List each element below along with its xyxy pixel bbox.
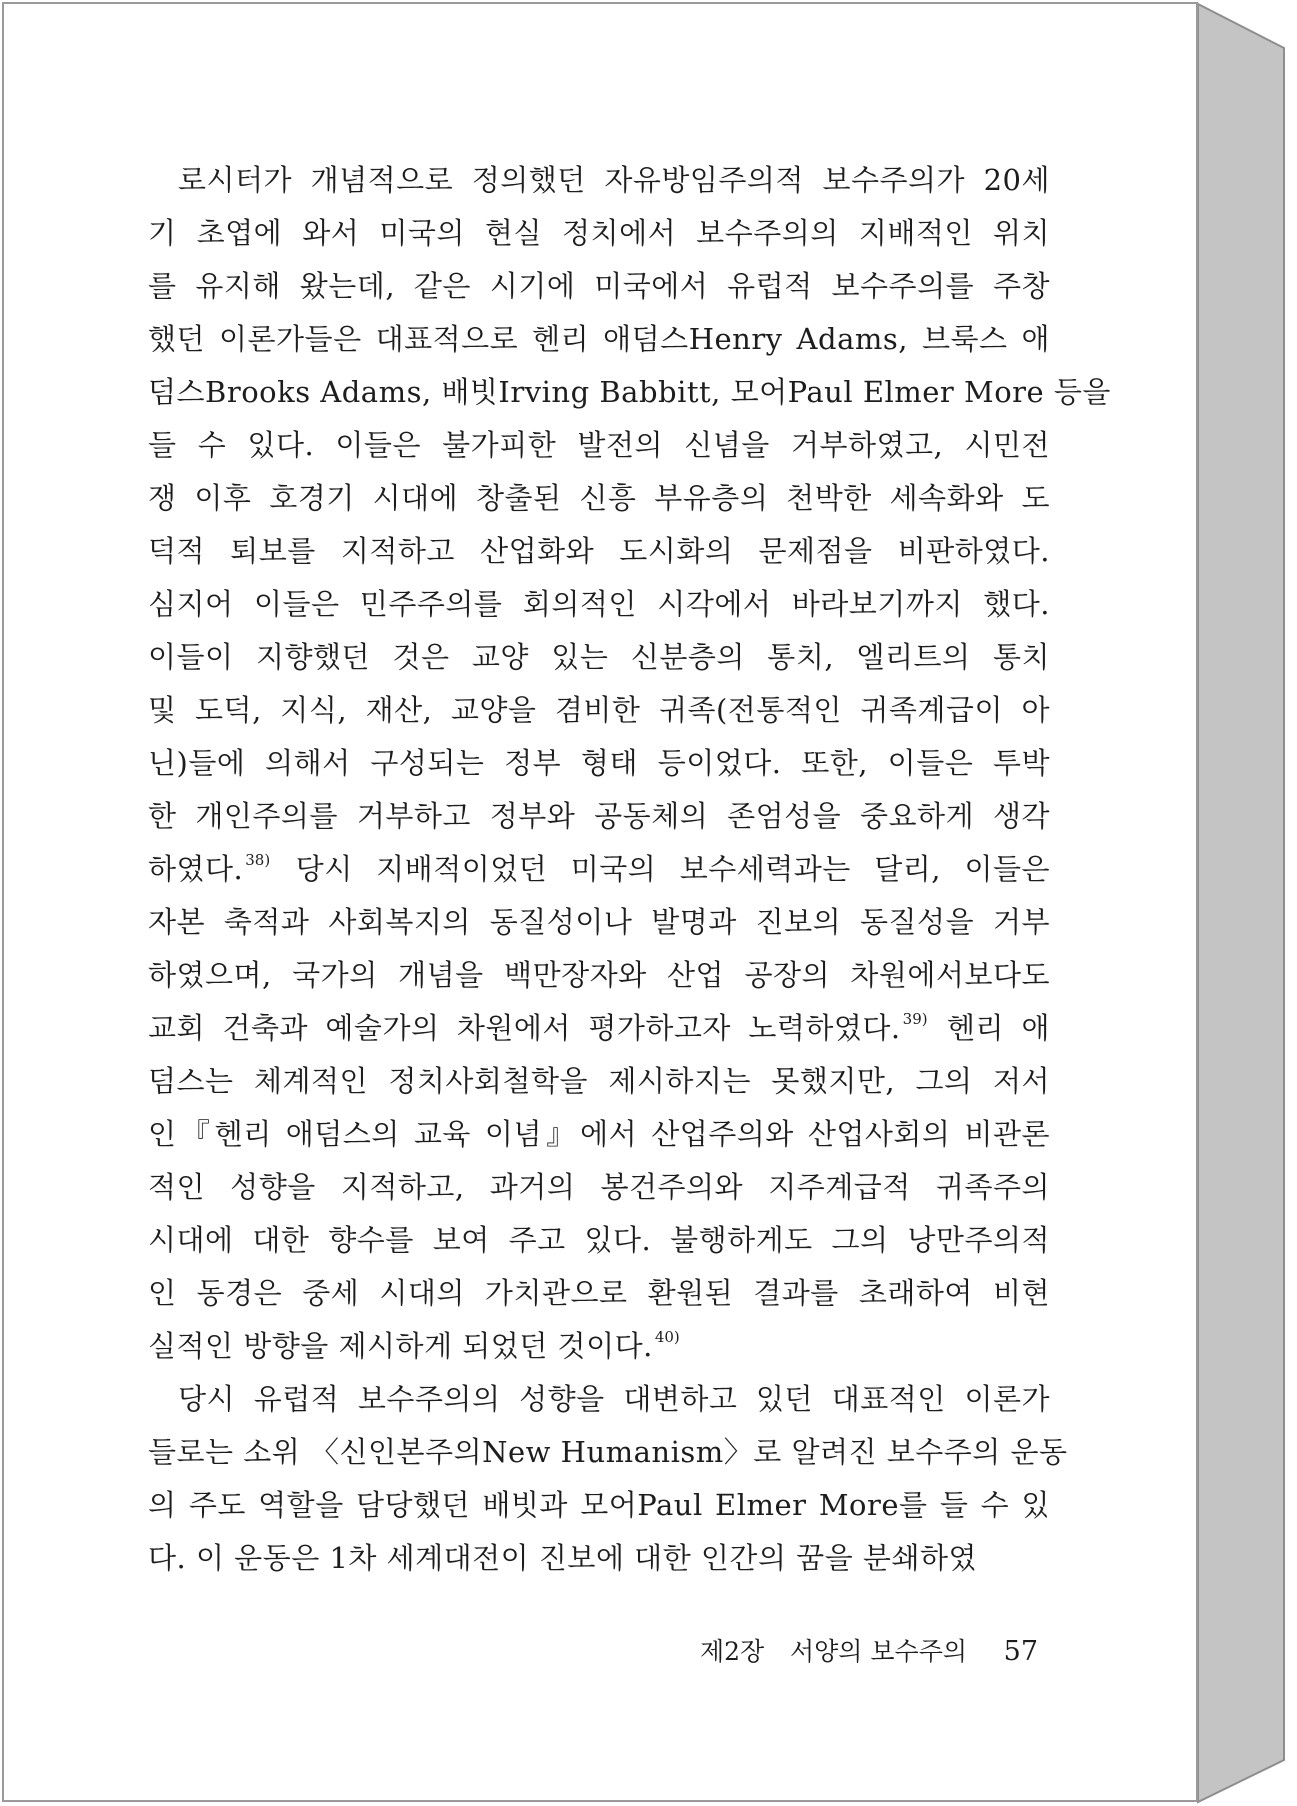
text-segment: 덤스Brooks Adams, 배빗Irving Babbitt, 모어Paul Elmer More 등을 <box>148 375 1111 409</box>
text-segment: 쟁 이후 호경기 시대에 창출된 신흥 부유층의 천박한 세속화와 도 <box>148 481 1050 515</box>
text-segment: 헨리 애 <box>929 1011 1050 1045</box>
text-segment: 덤스는 체계적인 정치사회철학을 제시하지는 못했지만, 그의 저서 <box>148 1064 1050 1098</box>
text-line <box>148 1108 1050 1161</box>
footnote-marker: 38) <box>245 851 271 869</box>
text-segment: 심지어 이들은 민주주의를 회의적인 시각에서 바라보기까지 했다. <box>148 587 1050 621</box>
text-segment: 를 유지해 왔는데, 같은 시기에 미국에서 유럽적 보수주의를 주창 <box>148 269 1050 303</box>
text-line <box>148 843 1050 896</box>
text-segment: 당시 유럽적 보수주의의 성향을 대변하고 있던 대표적인 이론가 <box>178 1382 1050 1416</box>
text-line <box>148 949 1050 1002</box>
text-line <box>148 1426 1068 1479</box>
text-line <box>148 1320 1050 1373</box>
text-line <box>148 1055 1050 1108</box>
text-line <box>148 472 1050 525</box>
text-segment: 적인 성향을 지적하고, 과거의 봉건주의와 지주계급적 귀족주의 <box>148 1170 1050 1204</box>
text-segment: 이들이 지향했던 것은 교양 있는 신분층의 통치, 엘리트의 통치 <box>148 640 1050 674</box>
text-line <box>148 154 1050 207</box>
text-segment: 인 동경은 중세 시대의 가치관으로 환원된 결과를 초래하여 비현 <box>148 1276 1050 1310</box>
text-segment: 자본 축적과 사회복지의 동질성이나 발명과 진보의 동질성을 거부 <box>148 905 1050 939</box>
text-segment: 로시터가 개념적으로 정의했던 자유방임주의적 보수주의가 20세 <box>178 163 1050 197</box>
text-segment: 들로는 소위 〈신인본주의New Humanism〉로 알려진 보수주의 운동 <box>148 1435 1068 1469</box>
text-segment: 하였으며, 국가의 개념을 백만장자와 산업 공장의 차원에서보다도 <box>148 958 1050 992</box>
text-line <box>148 737 1050 790</box>
footnote-marker: 40) <box>654 1328 680 1346</box>
text-line <box>148 684 1050 737</box>
text-segment: 실적인 방향을 제시하게 되었던 것이다. <box>148 1329 653 1363</box>
text-line <box>148 525 1050 578</box>
text-line <box>148 419 1050 472</box>
chapter-label: 제2장 <box>700 1637 765 1666</box>
footnote-marker: 39) <box>902 1010 928 1028</box>
text-segment: 들 수 있다. 이들은 불가피한 발전의 신념을 거부하였고, 시민전 <box>148 428 1050 462</box>
text-line <box>148 1267 1050 1320</box>
text-line <box>148 1214 1050 1267</box>
text-line <box>148 1532 1050 1585</box>
text-line <box>148 207 1050 260</box>
text-line <box>148 366 1111 419</box>
text-segment: 시대에 대한 향수를 보여 주고 있다. 불행하게도 그의 낭만주의적 <box>148 1223 1050 1257</box>
text-line <box>148 313 1050 366</box>
text-segment: 당시 지배적이었던 미국의 보수세력과는 달리, 이들은 <box>272 852 1050 886</box>
text-line <box>148 260 1050 313</box>
text-segment: 의 주도 역할을 담당했던 배빗과 모어Paul Elmer More를 들 수 있 <box>148 1488 1050 1522</box>
page-number: 57 <box>1003 1636 1038 1667</box>
chapter-title: 서양의 보수주의 <box>790 1637 967 1666</box>
text-line <box>148 1161 1050 1214</box>
text-line <box>148 631 1050 684</box>
text-segment: 기 초엽에 와서 미국의 현실 정치에서 보수주의의 지배적인 위치 <box>148 216 1050 250</box>
running-footer <box>700 1632 1038 1672</box>
text-line <box>148 1002 1050 1055</box>
text-segment: 덕적 퇴보를 지적하고 산업화와 도시화의 문제점을 비판하였다. <box>148 534 1050 568</box>
text-segment: 및 도덕, 지식, 재산, 교양을 겸비한 귀족(전통적인 귀족계급이 아 <box>148 693 1050 727</box>
text-segment: 다. 이 운동은 1차 세계대전이 진보에 대한 인간의 꿈을 분쇄하였 <box>148 1541 977 1575</box>
text-segment: 하였다. <box>148 852 244 886</box>
text-segment: 인『헨리 애덤스의 교육 이념』에서 산업주의와 산업사회의 비관론 <box>148 1117 1050 1151</box>
text-line <box>148 1373 1050 1426</box>
text-segment: 교회 건축과 예술가의 차원에서 평가하고자 노력하였다. <box>148 1011 901 1045</box>
text-segment: 닌)들에 의해서 구성되는 정부 형태 등이었다. 또한, 이들은 투박 <box>148 746 1050 780</box>
text-line <box>148 790 1050 843</box>
text-line <box>148 896 1050 949</box>
text-segment: 했던 이론가들은 대표적으로 헨리 애덤스Henry Adams, 브룩스 애 <box>148 322 1050 356</box>
text-line <box>148 1479 1050 1532</box>
text-segment: 한 개인주의를 거부하고 정부와 공동체의 존엄성을 중요하게 생각 <box>148 799 1050 833</box>
body-text <box>148 154 1111 1585</box>
text-line <box>148 578 1050 631</box>
